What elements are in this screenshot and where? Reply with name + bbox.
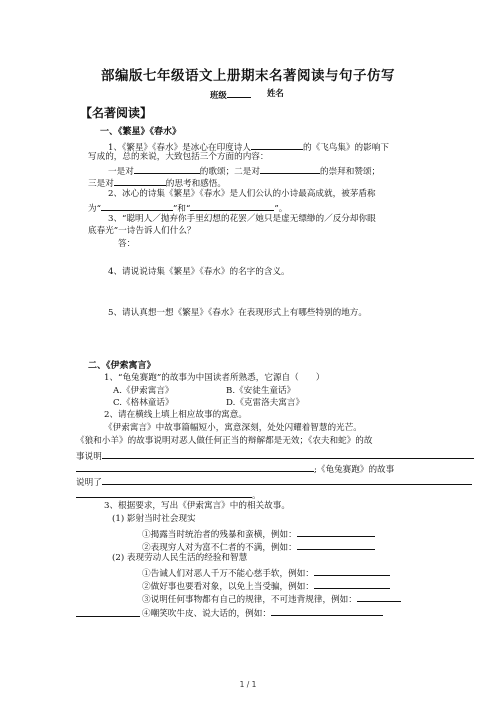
blank-s2d bbox=[271, 606, 383, 616]
p2-q3-sub1: (1) 影射当时社会现实 bbox=[112, 514, 196, 524]
blank-praise-2 bbox=[190, 201, 274, 211]
p2-q2-text-c: 事说明 bbox=[76, 452, 102, 462]
blank-s2b bbox=[314, 579, 390, 589]
p1-q1-text-d: 一是对 bbox=[108, 167, 134, 177]
blank-theme-2 bbox=[260, 164, 320, 174]
p2-q1-option-a: A.《伊索寓言》 bbox=[113, 386, 174, 396]
p2-q3-sub2-a bbox=[142, 566, 390, 580]
blank-s2a bbox=[314, 566, 390, 576]
p1-q3-answer: 答： bbox=[118, 239, 136, 249]
p1-q2-text-c: ”和“ bbox=[173, 204, 191, 214]
p2-s1b-text: ②表现穷人对为富不仁者的不满，例如： bbox=[142, 543, 297, 553]
p1-q2-text-d: ”。 bbox=[274, 204, 288, 214]
p1-q1-line4 bbox=[88, 176, 226, 190]
p1-q1-text-g: 三是对 bbox=[88, 179, 114, 189]
p1-q1-text-a: 1、《繁星》《春水》是冰心在印度诗人 bbox=[108, 143, 251, 153]
p2-q1-option-b: B.《安徒生童话》 bbox=[226, 386, 296, 396]
part2-heading: 二、《伊索寓言》 bbox=[88, 361, 156, 371]
class-blank bbox=[227, 88, 251, 98]
p2-s2a-text: ①告诫人们对恶人千万不能心慈手软，例如： bbox=[142, 569, 314, 579]
p2-q3-sub2: (2) 表现劳动人民生活的经验和智慧 bbox=[112, 553, 248, 563]
part1-heading: 一、《繁星》《春水》 bbox=[100, 127, 182, 137]
name-label: 姓名 bbox=[267, 88, 284, 98]
p1-q1-text-b: 的《飞鸟集》的影响下 bbox=[302, 143, 389, 153]
class-label bbox=[210, 88, 251, 101]
p1-q3-line1: 3、“聪明人／抛弃你手里幻想的花罢／她只是虚无缥缈的／反分却你眼 bbox=[108, 214, 376, 224]
p1-q4: 4、请说说诗集《繁星》《春水》的名字的含义。 bbox=[108, 267, 290, 277]
blank-s1a bbox=[297, 527, 375, 537]
p2-q3-sub2-d bbox=[142, 606, 383, 620]
p1-q1-line2: 写成的，总的来说，大致包括三个方面的内容： bbox=[88, 152, 269, 162]
p2-q3-sub1-b bbox=[142, 540, 375, 554]
section-heading-reading: 【名著阅读】 bbox=[80, 106, 153, 120]
page-title: 部编版七年级语文上册期末名著阅读与句子仿写 bbox=[101, 68, 395, 84]
p2-q3-sub2-b bbox=[142, 579, 390, 593]
p2-s2c-text: ③说明任何事物都有自己的规律，不可违背规律，例如： bbox=[142, 595, 357, 605]
blank-farmer-snake bbox=[102, 449, 474, 459]
p2-q2-text-e: 说明了 bbox=[76, 478, 102, 488]
p2-q2-line5 bbox=[76, 475, 472, 489]
blank-s2c bbox=[357, 592, 401, 602]
p1-q1-text-f: 的崇拜和赞颂； bbox=[319, 167, 381, 177]
p1-q5: 5、请认真想一想《繁星》《春水》在表现形式上有哪些特别的地方。 bbox=[108, 308, 367, 318]
p1-q2-line1: 2、冰心的诗集《繁星》《春水》是人们公认的小诗最高成就，被茅盾称 bbox=[108, 189, 376, 199]
p2-q2-text-d: ;《龟兔赛跑》的故事 bbox=[314, 465, 395, 475]
blank-theme-1 bbox=[134, 164, 200, 174]
p2-q1-option-c: C.《格林童话》 bbox=[113, 398, 174, 408]
p2-s1a-text: ①揭露当时统治者的残暴和蛮横，例如： bbox=[142, 530, 297, 540]
p1-q2-text-b: 为“ bbox=[88, 204, 101, 214]
p1-q2-line2 bbox=[88, 201, 287, 215]
p2-q2-line4 bbox=[76, 462, 394, 476]
blank-tortoise-hare-cont bbox=[76, 488, 252, 498]
p1-q1-text-h: 的思考和感悟。 bbox=[165, 179, 226, 189]
p2-q2-end: 。 bbox=[252, 491, 261, 501]
blank-tortoise-hare bbox=[102, 475, 472, 485]
p2-q2: 2、请在横线上填上相应故事的寓意。 bbox=[104, 410, 247, 420]
blank-s1b bbox=[297, 540, 375, 550]
p2-q1-option-d: D.《克雷洛夫寓言》 bbox=[226, 398, 305, 408]
p2-q3-sub1-a bbox=[142, 527, 375, 541]
blank-farmer-snake-cont bbox=[76, 462, 314, 472]
p2-s2d-text: ④嘲笑吹牛皮、说大话的，例如： bbox=[142, 609, 271, 619]
p2-q1: 1、“龟兔赛跑”的故事为中国读者所熟悉，它源自（ ） bbox=[104, 373, 325, 383]
class-text: 班级 bbox=[210, 90, 227, 100]
p2-q2-line1: 《伊索寓言》中故事篇幅短小，寓意深刻，处处闪耀着智慧的光芒。 bbox=[104, 423, 362, 433]
p2-q2-line3 bbox=[76, 449, 474, 463]
p2-q3-sub2-c bbox=[142, 592, 401, 606]
p2-s2b-text: ②做好事也要看对象，以免上当受骗，例如： bbox=[142, 582, 314, 592]
blank-s2c-cont bbox=[76, 616, 140, 617]
blank-poet bbox=[251, 140, 303, 150]
blank-praise-1 bbox=[101, 201, 173, 211]
p1-q1-text-e: 的歌颂；二是对 bbox=[199, 167, 260, 177]
blank-theme-3 bbox=[114, 176, 166, 186]
p2-q2-line6 bbox=[76, 488, 261, 502]
page-footer: 1 / 1 bbox=[239, 680, 257, 689]
p2-q2-line2: 《狼和小羊》的故事说明对恶人做任何正当的辩解都是无效；《农夫和蛇》的故 bbox=[76, 436, 373, 446]
p1-q3-line2: 底春光”一诗告诉人们什么？ bbox=[88, 226, 196, 236]
p2-q3: 3、根据要求，写出《伊索寓言》中的相关故事。 bbox=[104, 501, 290, 511]
